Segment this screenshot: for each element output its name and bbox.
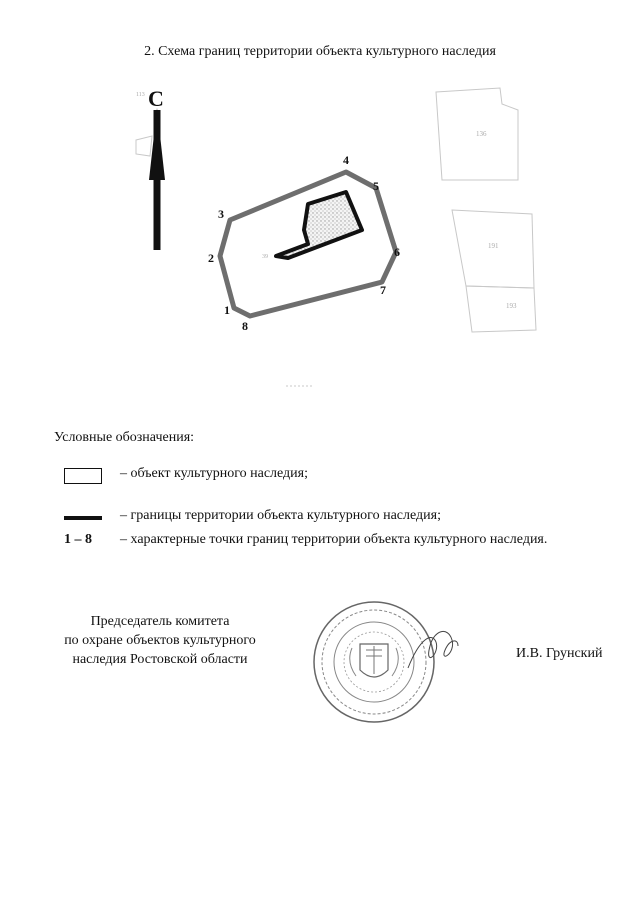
position-line: по охране объектов культурного (64, 633, 256, 648)
parcel-label-193: 193 (506, 302, 517, 310)
north-arrow-icon (149, 108, 165, 250)
legend-item-object (54, 466, 614, 488)
parcel-label-191: 191 (488, 242, 499, 250)
point-label-5: 5 (373, 179, 379, 193)
legend-item-text: – характерные точки границ территории объекта культурного наследия. (120, 532, 548, 547)
heritage-object-building (276, 192, 362, 258)
point-label-2: 2 (208, 251, 214, 265)
signatory-position (40, 612, 280, 669)
point-label-3: 3 (218, 207, 224, 221)
legend-box-symbol (64, 468, 102, 484)
position-line: Председатель комитета (90, 614, 230, 629)
official-seal-stamp (312, 598, 462, 728)
point-label-7: 7 (380, 283, 386, 297)
point-label-4: 4 (343, 153, 349, 167)
parcel-label-136: 136 (476, 130, 487, 138)
position-line: наследия Ростовской области (72, 652, 248, 667)
point-label-1: 1 (224, 303, 230, 317)
legend-range-symbol: 1 – 8 (64, 532, 92, 547)
north-label: С (148, 86, 164, 111)
legend-item-boundary (54, 508, 614, 530)
signer-name: И.В. Грунский (516, 646, 603, 661)
legend-item-text: – объект культурного наследия; (120, 466, 308, 481)
page-title: 2. Схема границ территории объекта культурного наследия (144, 44, 496, 59)
parcel-label-113: 113 (136, 92, 145, 98)
legend-line-symbol (64, 516, 102, 520)
boundary-scheme-map (100, 80, 560, 410)
legend-item-points (54, 532, 614, 554)
point-label-8: 8 (242, 319, 248, 333)
legend-item-text: – границы территории объекта культурного наследия; (120, 508, 441, 523)
building-label: 39 (262, 254, 268, 260)
point-label-6: 6 (394, 245, 400, 259)
legend-heading: Условные обозначения: (54, 430, 195, 445)
